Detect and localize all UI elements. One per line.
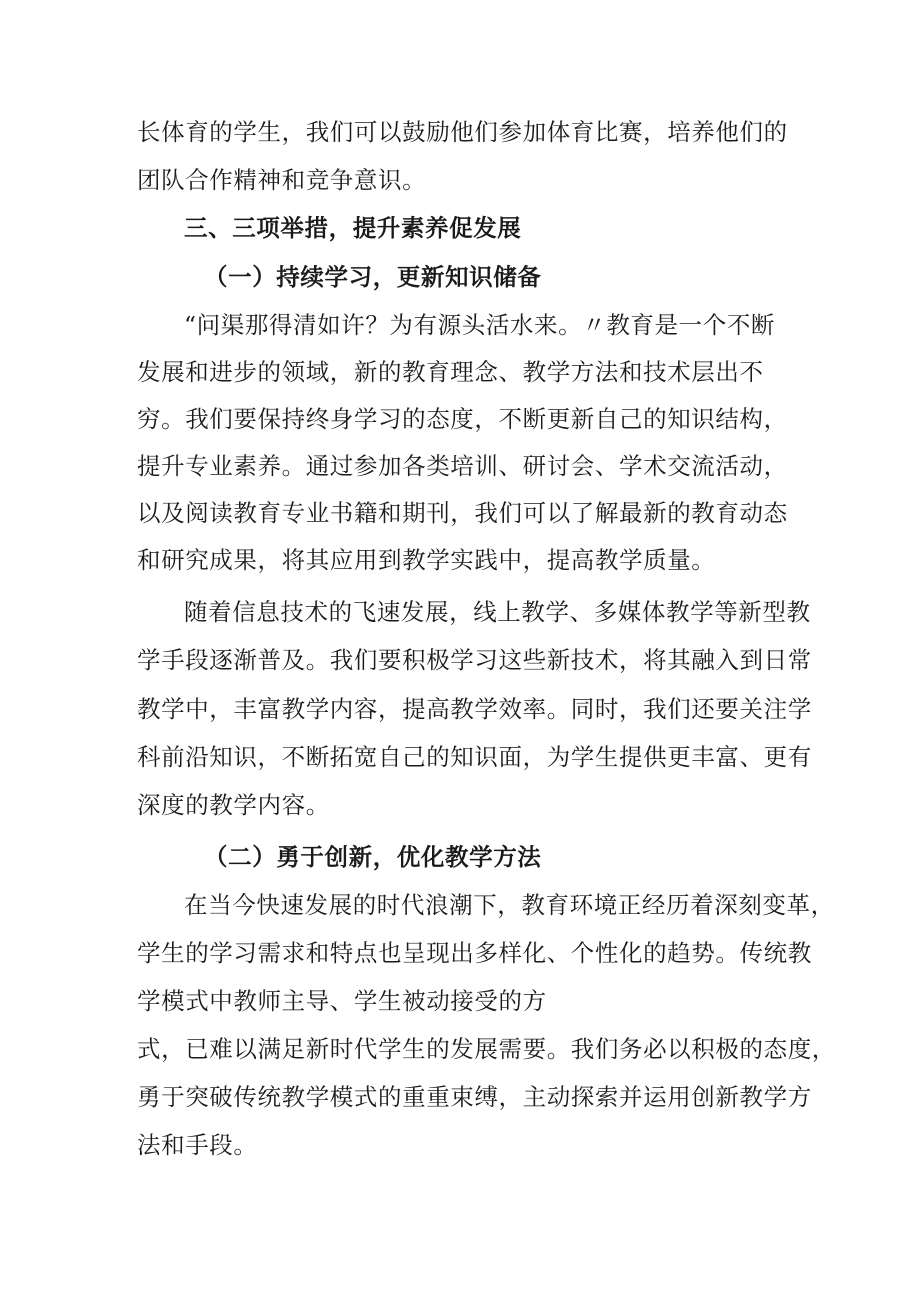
subsection-1-para-1-line-5: 以及阅读教育专业书籍和期刊，我们可以了解最新的教育动态	[137, 499, 788, 527]
subsection-1-para-1-line-2: 发展和进步的领域，新的教育理念、教学方法和技术层出不	[137, 358, 764, 386]
subsection-1-para-2-line-5: 深度的教学内容。	[137, 791, 330, 819]
subsection-2-heading: （二）勇于创新，优化教学方法	[204, 843, 542, 871]
subsection-2-para-1-line-2: 学生的学习需求和特点也呈现出多样化、个性化的趋势。传统教	[137, 939, 812, 967]
subsection-2-para-1-line-6: 法和手段。	[137, 1131, 258, 1159]
subsection-2-para-1-line-3: 学模式中教师主导、学生被动接受的方	[137, 987, 547, 1015]
section-heading: 三、三项举措，提升素养促发展	[184, 214, 522, 242]
intro-line-1: 长体育的学生，我们可以鼓励他们参加体育比赛，培养他们的	[137, 118, 788, 146]
subsection-1-para-2-line-2: 学手段逐渐普及。我们要积极学习这些新技术，将其融入到日常	[137, 646, 812, 674]
subsection-1-para-1-line-6: 和研究成果，将其应用到教学实践中，提高教学质量。	[137, 546, 716, 574]
subsection-2-para-1-line-5: 勇于突破传统教学模式的重重束缚，主动探索并运用创新教学方	[137, 1083, 812, 1111]
intro-line-2: 团队合作精神和竞争意识。	[137, 166, 427, 194]
subsection-2-para-1-line-4: 式，已难以满足新时代学生的发展需要。我们务必以积极的态度，	[137, 1035, 836, 1063]
subsection-1-para-1-line-3: 穷。我们要保持终身学习的态度，不断更新自己的知识结构，	[137, 405, 788, 433]
subsection-1-para-2-line-4: 科前沿知识，不断拓宽自己的知识面，为学生提供更丰富、更有	[137, 743, 812, 771]
subsection-1-heading: （一）持续学习，更新知识储备	[204, 263, 542, 291]
subsection-1-para-1-line-1: “问渠那得清如许？为有源头活水来。〃教育是一个不断	[184, 311, 776, 339]
subsection-1-para-2-line-1: 随着信息技术的飞速发展，线上教学、多媒体教学等新型教	[184, 598, 811, 626]
subsection-1-para-1-line-4: 提升专业素养。通过参加各类培训、研讨会、学术交流活动，	[137, 452, 788, 480]
subsection-2-para-1-line-1: 在当今快速发展的时代浪潮下，教育环境正经历着深刻变革，	[184, 891, 835, 919]
subsection-1-para-2-line-3: 教学中，丰富教学内容，提高教学效率。同时，我们还要关注学	[137, 695, 812, 723]
